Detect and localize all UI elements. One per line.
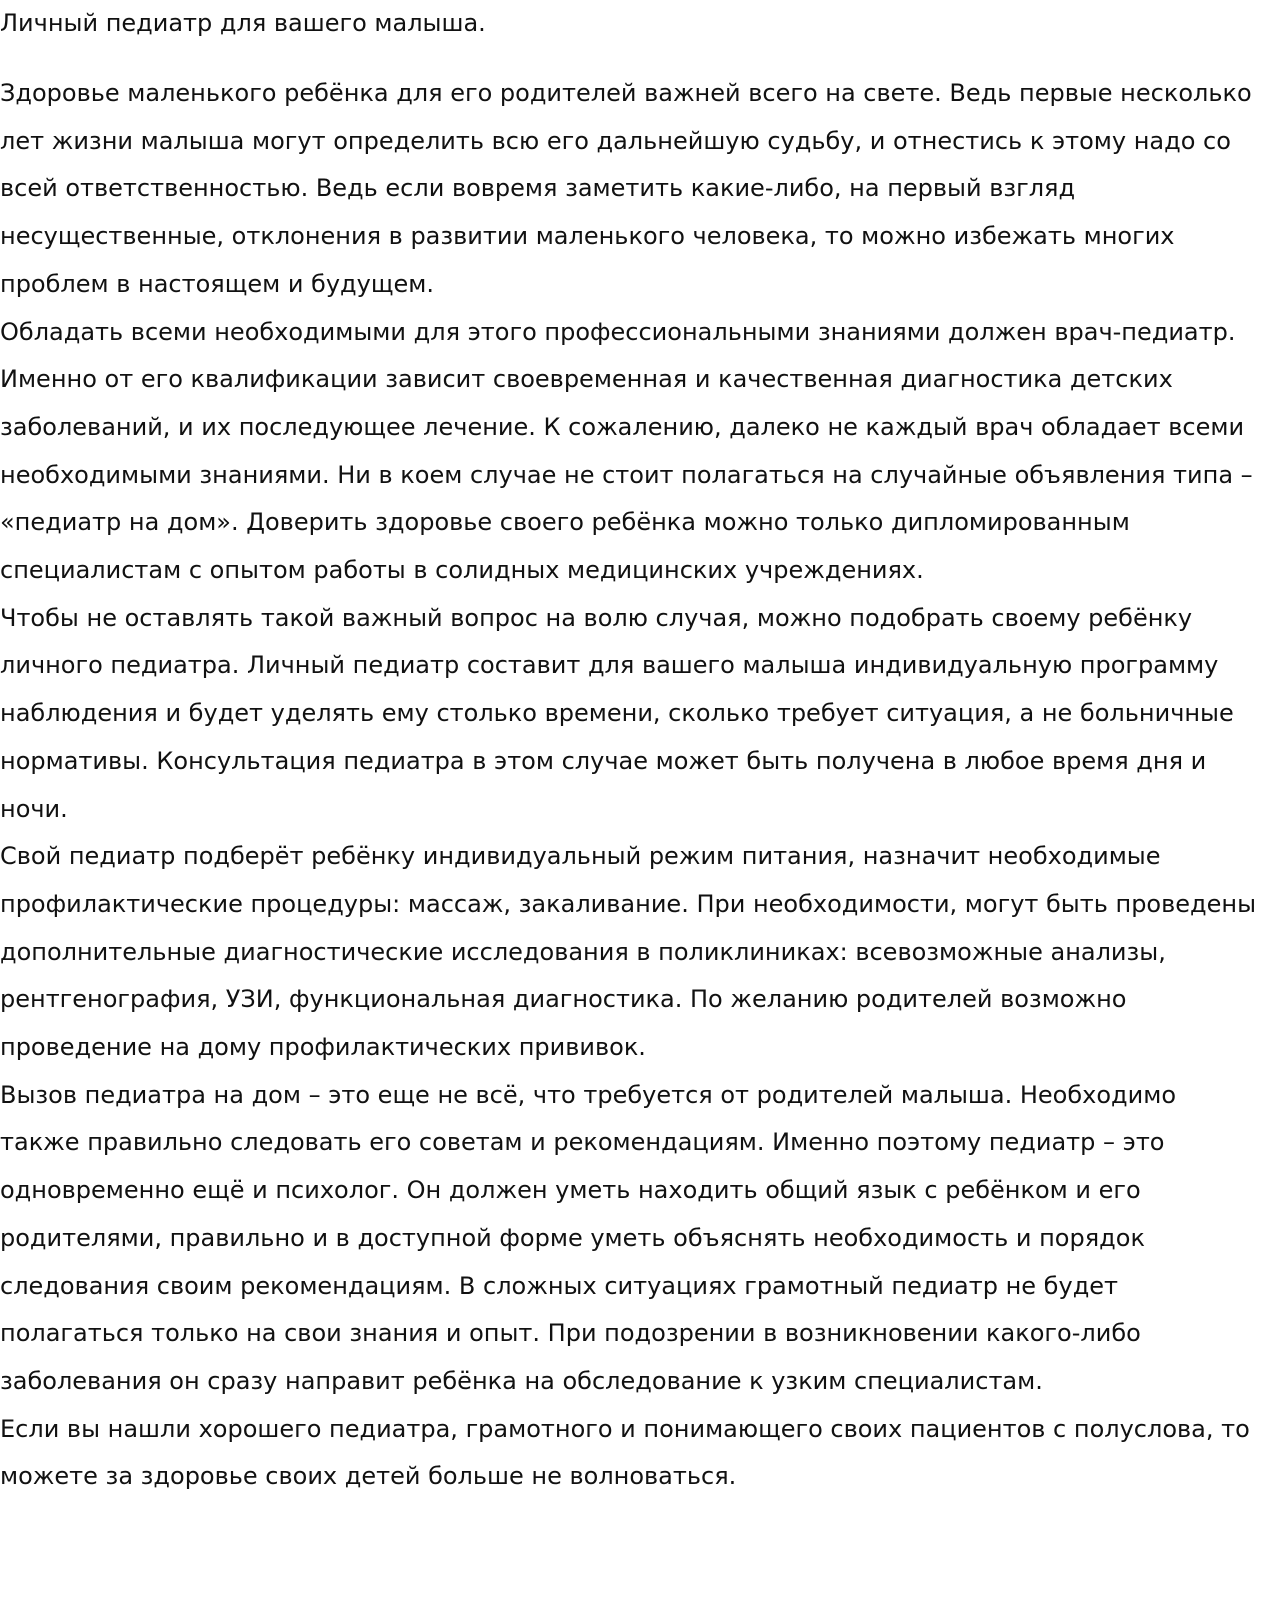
article-body <box>0 70 1262 1501</box>
document-title: Личный педиатр для вашего малыша. <box>0 9 486 37</box>
paragraph-6: Если вы нашли хорошего педиатра, грамотного и понимающего своих пациентов с полуслова, то можете за здоровье своих детей больше не волноваться. <box>0 1414 1250 1491</box>
paragraph-4: Свой педиатр подберёт ребёнку индивидуальный режим питания, назначит необходимые профилактические процедуры: массаж, закаливание. При необходимости, могут быть проведены дополнительные диагностические исследования в поликлиниках: всевозможные анализы, рентгенография, УЗИ, функциональная диагностика. По желанию родителей возможно проведение на дому профилактических прививок. <box>0 842 1257 1062</box>
paragraph-2: Обладать всеми необходимыми для этого профессиональными знаниями должен врач-педиатр. Именно от его квалификации зависит своевременная и качественная диагностика детских заболеваний, и их последующее лечение. К сожалению, далеко не каждый врач обладает всеми необходимыми знаниями. Ни в коем случае не стоит полагаться на случайные объявления типа – «педиатр на дом». Доверить здоровье своего ребёнка можно только дипломированным специалистам с опытом работы в солидных медицинских учреждениях. <box>0 317 1253 585</box>
paragraph-5: Вызов педиатра на дом – это еще не всё, что требуется от родителей малыша. Необходимо также правильно следовать его советам и рекомендациям. Именно поэтому педиатр – это одновременно ещё и психолог. Он должен уметь находить общий язык с ребёнком и его родителями, правильно и в доступной форме уметь объяснять необходимость и порядок следования своим рекомендациям. В сложных ситуациях грамотный педиатр не будет полагаться только на свои знания и опыт. При подозрении в возникновении какого-либо заболевания он сразу направит ребёнка на обследование к узким специалистам. <box>0 1080 1177 1395</box>
paragraph-3: Чтобы не оставлять такой важный вопрос на волю случая, можно подобрать своему ребёнку личного педиатра. Личный педиатр составит для вашего малыша индивидуальную программу наблюдения и будет уделять ему столько времени, сколько требует ситуация, а не больничные нормативы. Консультация педиатра в этом случае может быть получена в любое время дня и ночи. <box>0 603 1234 823</box>
paragraph-1: Здоровье маленького ребёнка для его родителей важней всего на свете. Ведь первые несколько лет жизни малыша могут определить всю его дальнейшую судьбу, и отнестись к этому надо со всей ответственностью. Ведь если вовремя заметить какие-либо, на первый взгляд несущественные, отклонения в развитии маленького человека, то можно избежать многих проблем в настоящем и будущем. <box>0 79 1252 298</box>
